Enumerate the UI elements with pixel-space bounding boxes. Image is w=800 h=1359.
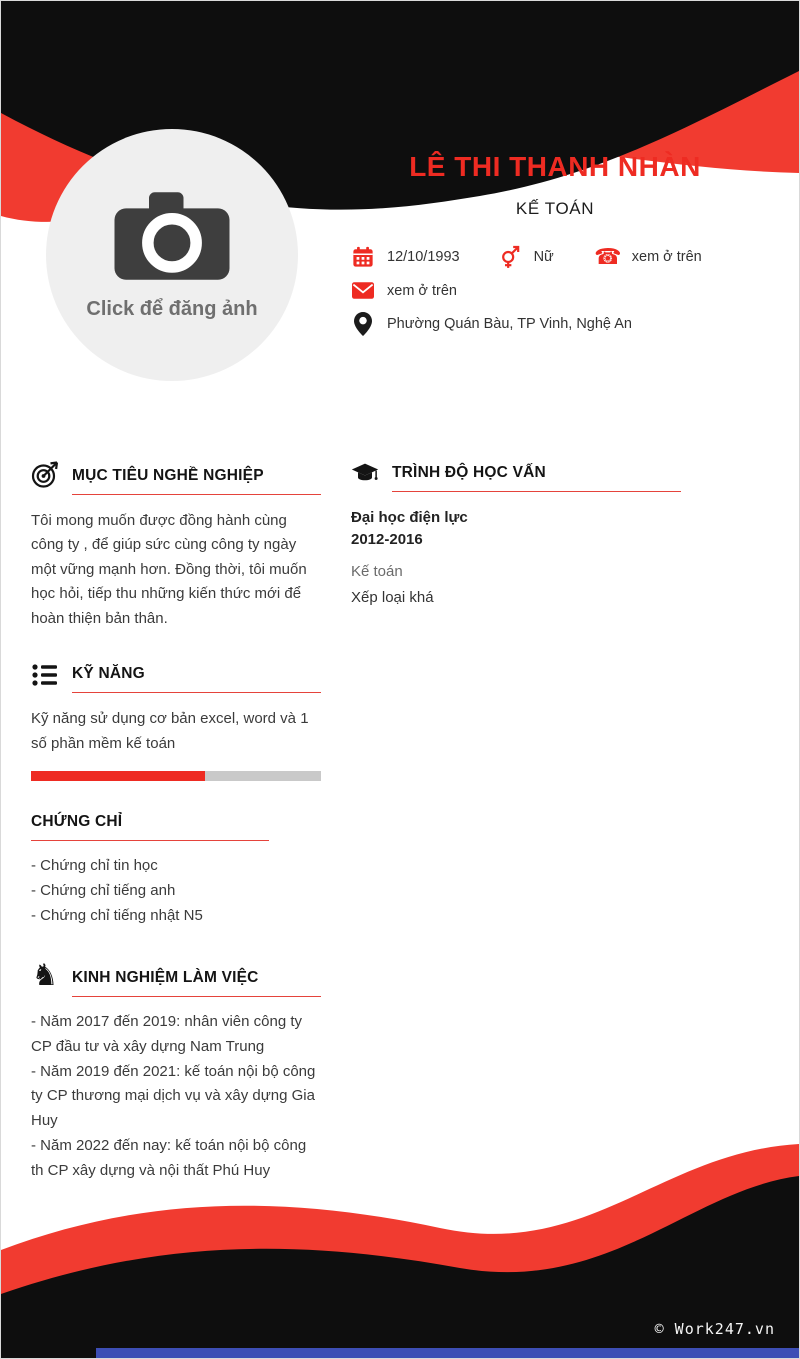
bottom-accent-bar [96, 1348, 799, 1358]
skill-progress-track [31, 771, 321, 781]
certificate-item: - Chứng chỉ tiếng anh [31, 881, 176, 899]
skills-text: Kỹ năng sử dụng cơ bản excel, word và 1 số phần mềm kế toán [31, 710, 309, 752]
skills-title-underline [72, 665, 321, 693]
email-field [351, 282, 457, 299]
education-school: Đại học điện lực [351, 509, 468, 526]
education-title-underline [392, 464, 681, 492]
section-experience [31, 958, 321, 1184]
skills-title: KỸ NĂNG [72, 665, 145, 683]
info-row-1 [351, 245, 773, 269]
dob-value: 12/10/1993 [387, 249, 460, 265]
certificate-item: - Chứng chỉ tiếng nhật N5 [31, 906, 203, 924]
phone-value: xem ở trên [631, 249, 702, 265]
watermark-credit: © Work247.vn [654, 1320, 775, 1338]
bullet-list-icon [31, 663, 59, 693]
address-field [351, 312, 632, 336]
section-objective [31, 461, 321, 631]
camera-icon [112, 190, 232, 282]
address-value: Phường Quán Bàu, TP Vinh, Nghệ An [387, 316, 632, 332]
photo-upload-label: Click để đăng ảnh [86, 297, 258, 320]
right-column [351, 461, 681, 638]
experience-item: - Năm 2019 đến 2021: kế toán nội bộ công ty CP thương mại dịch vụ và xây dựng Gia Huy [31, 1062, 316, 1130]
gender-value: Nữ [533, 249, 554, 265]
calendar-icon [351, 246, 375, 268]
header-info-block [337, 151, 773, 349]
section-education [351, 461, 681, 606]
target-icon [31, 461, 59, 495]
education-years: 2012-2016 [351, 531, 423, 548]
candidate-name: LÊ THI THANH NHÀN [409, 151, 701, 182]
experience-title: KINH NGHIỆM LÀM VIỆC [72, 968, 259, 986]
education-title: TRÌNH ĐỘ HỌC VẤN [392, 464, 546, 481]
skill-progress-fill [31, 771, 205, 781]
education-grade: Xếp loại khá [351, 589, 434, 606]
email-value: xem ở trên [387, 282, 457, 299]
photo-upload-button[interactable] [46, 129, 298, 381]
certificates-title: CHỨNG CHỈ [31, 813, 123, 831]
certificates-list [31, 854, 321, 929]
phone-field [596, 246, 702, 268]
chess-knight-icon: ♞ [31, 958, 59, 992]
education-heading [351, 461, 681, 492]
location-pin-icon [351, 312, 375, 336]
email-icon [351, 282, 375, 299]
experience-list [31, 1010, 321, 1184]
experience-title-underline [72, 969, 321, 997]
certificates-heading [31, 813, 321, 841]
certificates-title-underline [31, 813, 269, 841]
section-certificates [31, 813, 321, 929]
certificate-item: - Chứng chỉ tin học [31, 857, 158, 875]
skills-heading [31, 663, 321, 693]
section-skills [31, 663, 321, 781]
objective-title: MỤC TIÊU NGHỀ NGHIỆP [72, 467, 264, 484]
objective-heading [31, 461, 321, 495]
experience-item: - Năm 2017 đến 2019: nhân viên công ty CP đầu tư và xây dựng Nam Trung [31, 1012, 303, 1055]
objective-title-underline [72, 467, 321, 495]
gender-icon [498, 245, 522, 269]
contact-info [337, 245, 773, 336]
dob-field [351, 246, 460, 268]
objective-text: Tôi mong muốn được đồng hành cùng công ty , để giúp sức cùng công ty ngày một vững mạnh hơn. Đồng thời, tôi muốn học hỏi, tiếp thu những kiến thức mới để hoàn thiện bản thân. [31, 512, 307, 627]
experience-heading [31, 958, 321, 997]
job-title: KẾ TOÁN [515, 199, 595, 218]
phone-icon: ☎ [594, 244, 622, 269]
info-row-3 [351, 312, 773, 336]
info-row-2 [351, 282, 773, 299]
experience-item: - Năm 2022 đến nay: kế toán nội bộ công th CP xây dựng và nội thất Phú Huy [31, 1137, 307, 1180]
left-column [31, 461, 321, 1216]
education-major: Kế toán [351, 563, 403, 580]
gender-field [498, 245, 554, 269]
graduation-cap-icon [351, 461, 379, 492]
